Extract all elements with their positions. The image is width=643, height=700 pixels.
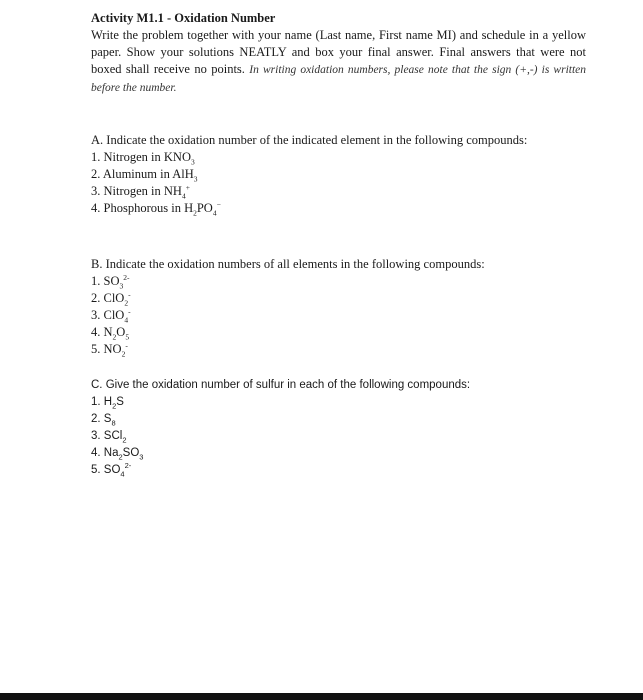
section-a [91, 132, 586, 217]
item-subscript: 2 [112, 332, 117, 342]
item-text: NO [103, 342, 122, 356]
list-item [91, 462, 586, 479]
item-number: 3. [91, 184, 101, 198]
section-c-list [91, 394, 586, 479]
item-text-continued: O [116, 325, 126, 339]
item-subscript: 3 [193, 174, 198, 184]
item-number: 1. [91, 396, 101, 408]
item-text: Na [103, 447, 119, 459]
item-subscript: 4 [120, 469, 125, 479]
list-item [91, 200, 586, 217]
item-charge: - [128, 306, 131, 316]
list-item [91, 273, 586, 290]
item-text: SO [103, 464, 121, 476]
item-charge: + [185, 182, 190, 192]
item-subscript-2: 3 [139, 452, 144, 462]
item-charge: - [125, 340, 128, 350]
item-subscript: 2 [124, 298, 129, 308]
activity-header [91, 10, 586, 97]
bottom-edge-bar [0, 693, 643, 700]
item-text: ClO [103, 308, 125, 322]
section-b-list [91, 273, 586, 358]
list-item [91, 341, 586, 358]
item-number: 3. [91, 430, 101, 442]
section-c-heading: C. Give the oxidation number of sulfur in each of the following compounds: [91, 379, 471, 391]
item-subscript: 2 [122, 435, 127, 445]
item-number: 2. [91, 291, 101, 305]
item-subscript: 2 [121, 349, 126, 359]
section-b-heading: B. Indicate the oxidation numbers of all elements in the following compounds: [91, 257, 485, 271]
item-text: Phosphorous in H [103, 201, 194, 215]
item-subscript: 2 [112, 401, 117, 411]
item-subscript: 3 [119, 281, 124, 291]
list-item [91, 445, 586, 462]
item-charge: 2- [123, 272, 130, 282]
item-number: 5. [91, 342, 101, 356]
list-item [91, 394, 586, 411]
item-number: 3. [91, 308, 101, 322]
item-text-continued: PO [196, 201, 213, 215]
list-item [91, 307, 586, 324]
item-number: 4. [91, 201, 101, 215]
item-subscript: 2 [118, 452, 123, 462]
item-text: Aluminum in AlH [102, 167, 194, 181]
section-a-heading: A. Indicate the oxidation number of the indicated element in the following compounds: [91, 133, 528, 147]
list-item [91, 290, 586, 307]
item-subscript: 8 [111, 418, 116, 428]
item-number: 1. [91, 274, 101, 288]
section-a-list [91, 149, 586, 217]
item-text: SO [103, 274, 120, 288]
item-text: N [103, 325, 113, 339]
section-c [91, 377, 586, 479]
item-text: Nitrogen in KNO [103, 150, 191, 164]
item-subscript: 2 [193, 208, 197, 218]
item-text: ClO [103, 291, 125, 305]
activity-instructions [91, 27, 586, 97]
item-charge: - [128, 289, 131, 299]
list-item [91, 411, 586, 428]
activity-title: Activity M1.1 - Oxidation Number [91, 11, 276, 25]
list-item [91, 428, 586, 445]
item-text: H [103, 396, 113, 408]
item-text-continued: S [116, 396, 124, 408]
item-number: 2. [91, 167, 101, 181]
list-item [91, 149, 586, 166]
item-charge: 2- [124, 461, 132, 471]
item-number: 4. [91, 325, 101, 339]
item-subscript-2: 5 [125, 332, 130, 342]
item-subscript: 4 [181, 191, 186, 201]
item-text-continued: SO [122, 447, 140, 459]
item-subscript-2: 4 [212, 208, 217, 218]
item-number: 5. [91, 464, 101, 476]
instructions-note: In writing oxidation numbers, please note that the sign (+,-) is written before the number. [91, 64, 587, 94]
item-subscript: 3 [191, 157, 195, 167]
list-item [91, 324, 586, 341]
item-number: 1. [91, 150, 101, 164]
item-text: S [103, 413, 112, 425]
section-b [91, 256, 586, 358]
instructions-text: Write the problem together with your name (Last name, First name MI) and schedule in a yellow paper. Show your solutions NEATLY and box your final answer. Final answers that were not boxed shall receive no points. [91, 28, 586, 76]
item-subscript: 4 [124, 315, 129, 325]
item-text: SCl [103, 430, 123, 442]
item-number: 2. [91, 413, 101, 425]
item-charge: − [216, 199, 221, 209]
list-item [91, 166, 586, 183]
item-text: Nitrogen in NH [103, 184, 182, 198]
list-item [91, 183, 586, 200]
item-number: 4. [91, 447, 101, 459]
